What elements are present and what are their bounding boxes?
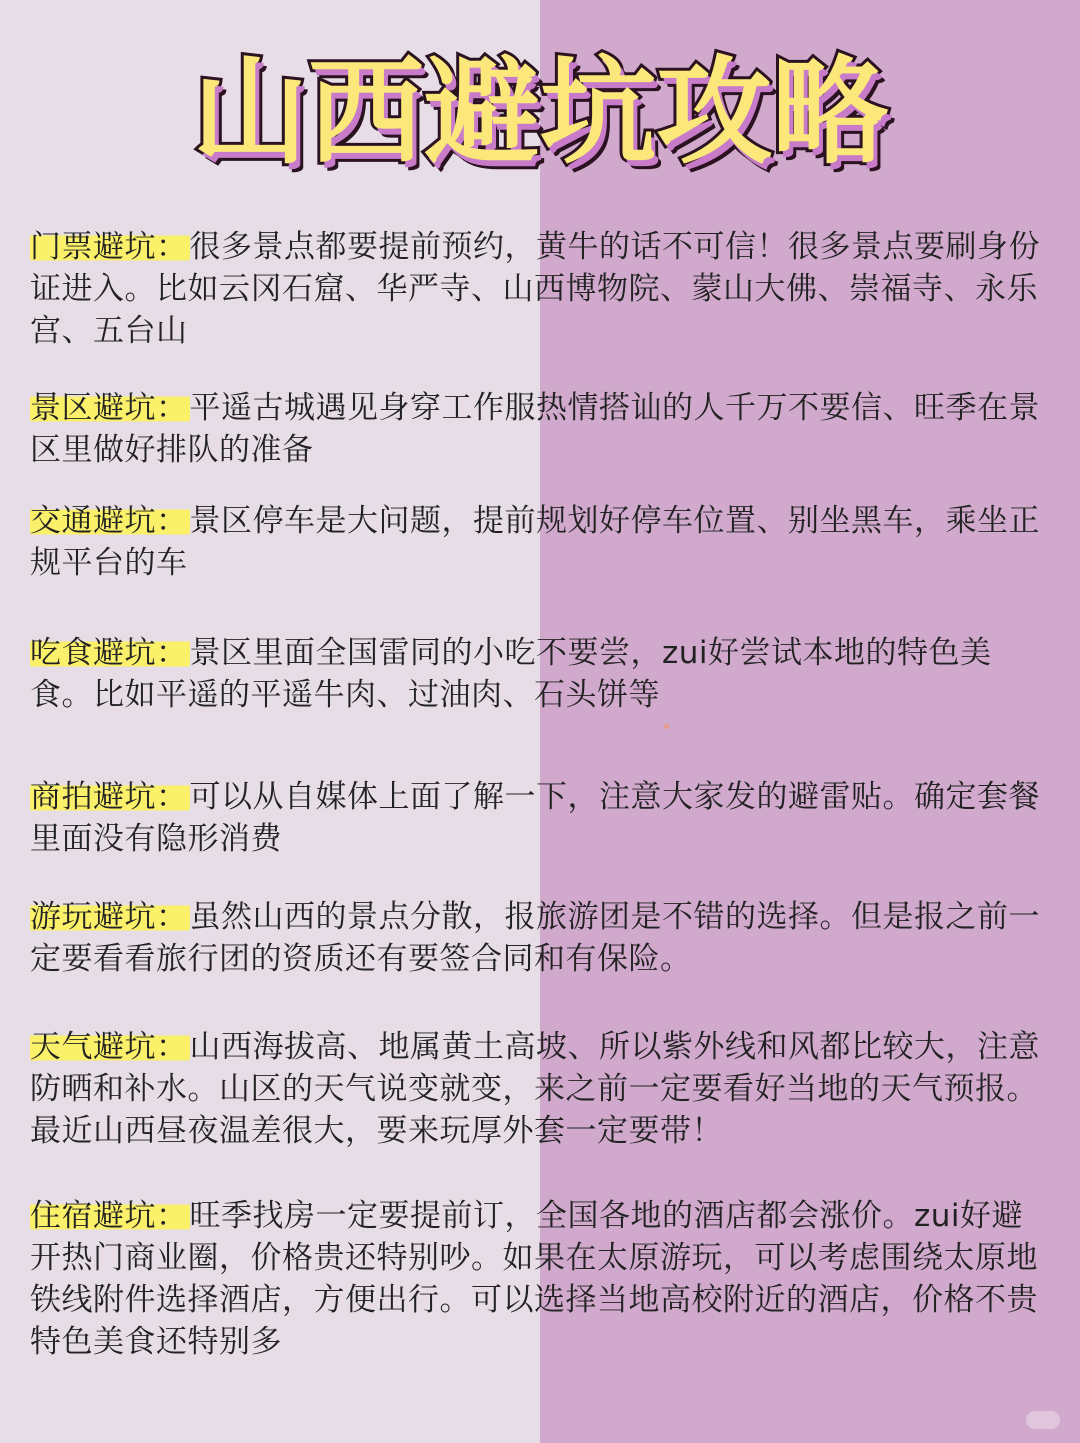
tip-text: 可以从自媒体上面了解一下，注意大家发的避雷贴。确定套餐里面没有隐形消费 <box>30 779 1040 857</box>
tip-label: 门票避坑： <box>30 229 188 265</box>
watermark-badge <box>1026 1411 1060 1429</box>
tip-text: 景区里面全国雷同的小吃不要尝，zui好尝试本地的特色美食。比如平遥的平遥牛肉、过油肉、石头饼等 <box>30 635 992 713</box>
page-title: 山西避坑攻略 <box>192 45 888 180</box>
tip-text: 平遥古城遇见身穿工作服热情搭讪的人千万不要信、旺季在景区里做好排队的准备 <box>30 390 1040 468</box>
tip-section-weather <box>30 1026 1052 1152</box>
tip-label: 天气避坑： <box>30 1029 188 1065</box>
tip-text: 山西海拔高、地属黄土高坡、所以紫外线和风都比较大，注意防晒和补水。山区的天气说变就变，来之前一定要看好当地的天气预报。最近山西昼夜温差很大，要来玩厚外套一定要带！ <box>30 1029 1040 1149</box>
tip-text: 虽然山西的景点分散，报旅游团是不错的选择。但是报之前一定要看看旅行团的资质还有要签合同和有保险。 <box>30 899 1040 977</box>
tip-text: 景区停车是大问题，提前规划好停车位置、别坐黑车，乘坐正规平台的车 <box>30 503 1040 581</box>
tip-section-tickets <box>30 226 1052 352</box>
tip-label: 住宿避坑： <box>30 1198 188 1234</box>
tip-label: 景区避坑： <box>30 390 188 426</box>
tip-label: 吃食避坑： <box>30 635 188 671</box>
tip-section-scenic <box>30 387 1052 471</box>
title-banner <box>0 38 1080 208</box>
tip-section-lodging <box>30 1195 1052 1363</box>
tip-label: 商拍避坑： <box>30 779 188 815</box>
tip-section-photo <box>30 776 1052 860</box>
tip-label: 游玩避坑： <box>30 899 188 935</box>
tip-section-transport <box>30 500 1052 584</box>
decorative-dot <box>664 724 669 729</box>
tip-text: 很多景点都要提前预约，黄牛的话不可信！很多景点要刷身份证进入。比如云冈石窟、华严寺、山西博物院、蒙山大佛、崇福寺、永乐宫、五台山 <box>30 229 1040 349</box>
tip-section-food <box>30 632 1052 716</box>
tip-text: 旺季找房一定要提前订，全国各地的酒店都会涨价。zui好避开热门商业圈，价格贵还特别吵。如果在太原游玩，可以考虑围绕太原地铁线附件选择酒店，方便出行。可以选择当地高校附近的酒店，价格不贵特色美食还特别多 <box>30 1198 1038 1360</box>
tip-label: 交通避坑： <box>30 503 188 539</box>
tip-section-tour <box>30 896 1052 980</box>
